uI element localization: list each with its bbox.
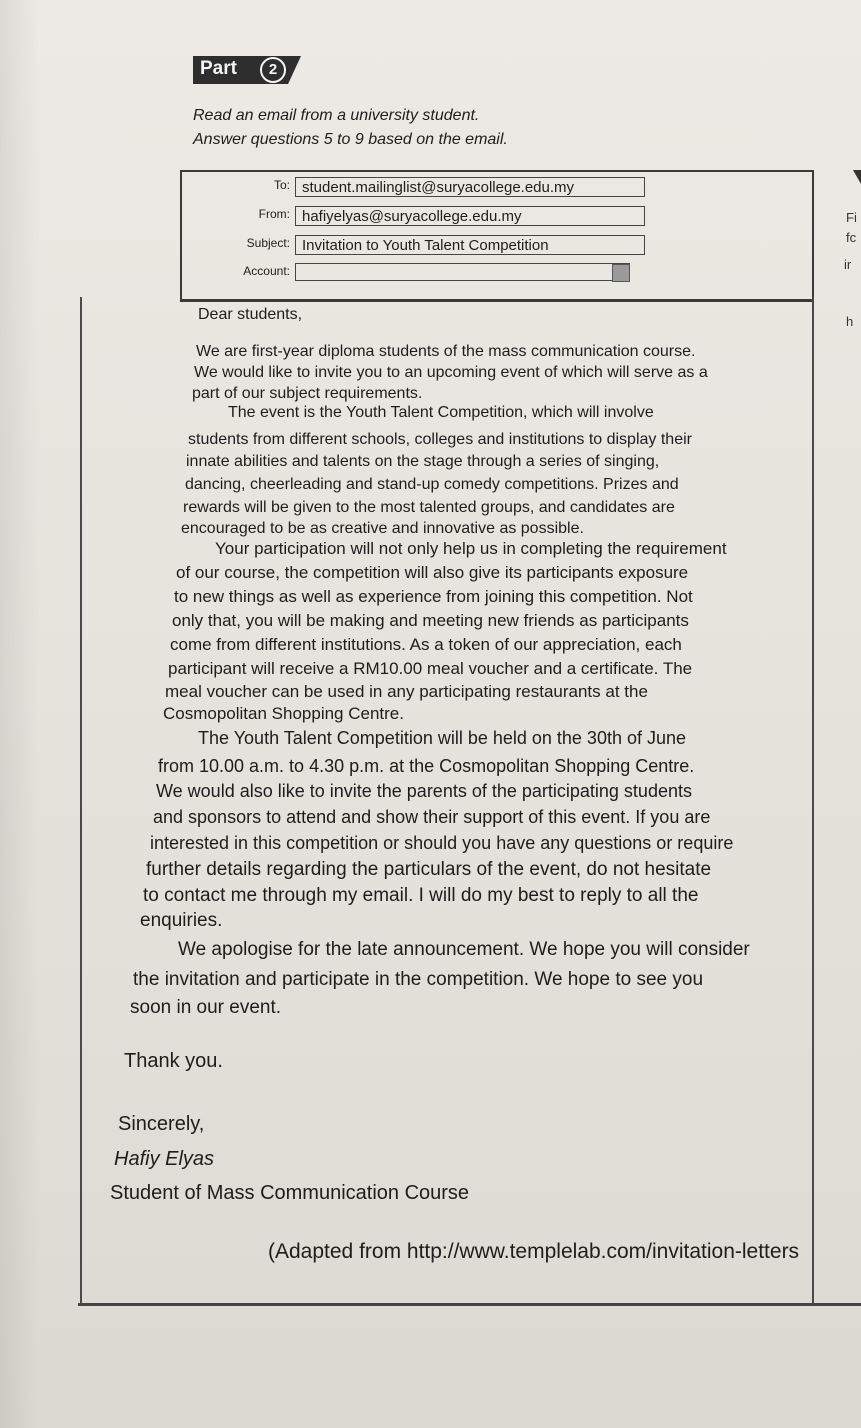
- body-line: The Youth Talent Competition will be held on the 30th of June: [198, 728, 687, 748]
- account-dropdown-button[interactable]: [612, 264, 630, 282]
- edge-fragment: fc: [846, 230, 857, 245]
- body-line: rewards will be given to the most talented groups, and candidates are: [183, 499, 675, 516]
- subject-field[interactable]: Invitation to Youth Talent Competition: [295, 235, 645, 255]
- signature-name: Hafiy Elyas: [114, 1148, 215, 1170]
- account-label: Account:: [243, 264, 290, 278]
- body-line: The event is the Youth Talent Competition, which will involve: [228, 404, 654, 421]
- closing-sincerely: Sincerely,: [118, 1113, 205, 1135]
- body-line: from 10.00 a.m. to 4.30 p.m. at the Cosmopolitan Shopping Centre.: [158, 756, 695, 776]
- body-line: Your participation will not only help us in completing the requirement: [215, 539, 727, 558]
- body-line: encouraged to be as creative and innovative as possible.: [181, 520, 584, 537]
- subject-label: Subject:: [246, 236, 290, 250]
- body-line: soon in our event.: [130, 997, 282, 1018]
- email-bottom-rule: [78, 1303, 861, 1306]
- account-field[interactable]: [295, 263, 630, 281]
- from-label: From:: [258, 207, 290, 221]
- body-line: the invitation and participate in the competition. We hope to see you: [133, 969, 704, 990]
- closing-thanks: Thank you.: [124, 1050, 223, 1072]
- body-line: We would like to invite you to an upcoming event of which will serve as a: [194, 364, 708, 381]
- signature-title: Student of Mass Communication Course: [110, 1182, 470, 1204]
- body-line: Dear students,: [198, 306, 303, 323]
- instruction-line-1: Read an email from a university student.: [193, 107, 480, 124]
- body-line: We would also like to invite the parents of the participating students: [156, 781, 692, 801]
- instruction-line-2: Answer questions 5 to 9 based on the email.: [193, 131, 508, 148]
- edge-fragment: Fi: [846, 210, 857, 225]
- body-line: enquiries.: [140, 910, 223, 931]
- edge-fragment: ir: [844, 257, 852, 272]
- source-citation: (Adapted from http://www.templelab.com/invitation-letters: [268, 1240, 800, 1263]
- page-shadow: [0, 0, 40, 1428]
- body-line: further details regarding the particulars of the event, do not hesitate: [146, 859, 712, 880]
- to-label: To:: [273, 178, 290, 192]
- body-line: students from different schools, colleges and institutions to display their: [188, 431, 692, 448]
- body-line: of our course, the competition will also give its participants exposure: [176, 563, 689, 582]
- next-page-edge-mark: [845, 170, 861, 184]
- from-field[interactable]: hafiyelyas@suryacollege.edu.my: [295, 206, 645, 226]
- body-line: and sponsors to attend and show their support of this event. If you are: [153, 807, 711, 827]
- part-label: Part: [200, 58, 237, 79]
- body-line: participant will receive a RM10.00 meal voucher and a certificate. The: [168, 659, 693, 678]
- body-line: dancing, cheerleading and stand-up comedy competitions. Prizes and: [185, 476, 679, 493]
- body-line: We are first-year diploma students of the mass communication course.: [196, 343, 696, 360]
- body-line: to contact me through my email. I will do my best to reply to all the: [143, 885, 699, 906]
- body-line: meal voucher can be used in any participating restaurants at the: [165, 682, 648, 701]
- body-line: only that, you will be making and meeting new friends as participants: [172, 611, 689, 630]
- body-line: interested in this competition or should you have any questions or require: [150, 833, 734, 853]
- to-field[interactable]: student.mailinglist@suryacollege.edu.my: [295, 177, 645, 197]
- body-line: Cosmopolitan Shopping Centre.: [163, 704, 404, 723]
- part-number: 2: [260, 57, 286, 83]
- edge-fragment: h: [846, 314, 854, 329]
- body-line: We apologise for the late announcement. We hope you will consider: [178, 939, 750, 960]
- body-line: part of our subject requirements.: [192, 385, 423, 402]
- body-line: to new things as well as experience from joining this competition. Not: [174, 587, 693, 606]
- body-line: come from different institutions. As a token of our appreciation, each: [170, 635, 682, 654]
- body-line: innate abilities and talents on the stage through a series of singing,: [186, 453, 660, 470]
